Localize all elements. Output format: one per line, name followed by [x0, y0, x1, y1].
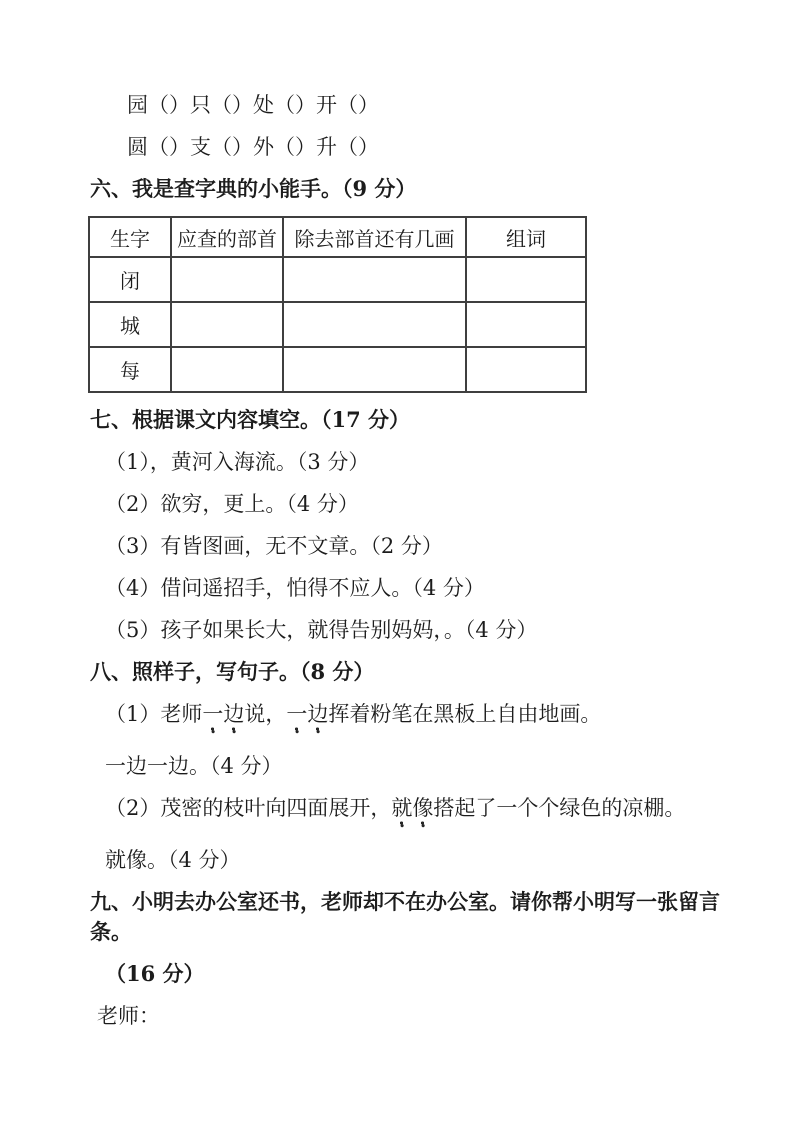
table-cell-blank: [466, 302, 586, 347]
text-segment: 搭起了一个个绿色的凉棚。: [433, 796, 686, 820]
table-cell-blank: [466, 347, 586, 392]
section8-heading: 八、照样子，写句子。（8 分）: [90, 659, 375, 684]
table-cell-blank: [171, 257, 283, 302]
section8-item-2: [105, 793, 740, 833]
table-header-char: 生字: [89, 217, 171, 257]
table-cell-blank: [283, 347, 466, 392]
section7-item-3: （3）有皆图画，无不文章。（2 分）: [105, 534, 443, 558]
table-cell-blank: [283, 302, 466, 347]
word-fill-line-2: 圆（）支（）外（）升（）: [127, 135, 379, 159]
table-header-strokes: 除去部首还有几画: [283, 217, 466, 257]
table-row: [89, 302, 586, 347]
text-segment: （2）茂密的枝叶向四面展开，: [105, 796, 392, 820]
table-cell-char: 闭: [89, 257, 171, 302]
section8-item-1: [105, 699, 740, 739]
emphasized-text: 一边: [202, 702, 244, 732]
word-fill-line-1: 园（）只（）处（）开（）: [127, 93, 379, 117]
section7-item-2: （2）欲穷，更上。（4 分）: [105, 492, 359, 516]
dictionary-lookup-table: [88, 216, 587, 393]
section8-item-1-answer: 一边一边。（4 分）: [105, 754, 283, 778]
section7-item-4: （4）借问遥招手，怕得不应人。（4 分）: [105, 576, 485, 600]
emphasized-text: 一边: [286, 702, 328, 732]
text-segment: （1）老师: [105, 702, 203, 726]
table-cell-char: 每: [89, 347, 171, 392]
section7-item-5: （5）孩子如果长大，就得告别妈妈，。（4 分）: [105, 618, 538, 642]
table-cell-blank: [171, 347, 283, 392]
section7-item-1: （1），黄河入海流。（3 分）: [105, 450, 370, 474]
section9-heading-line1: 九、小明去办公室还书，老师却不在办公室。请你帮小明写一张留言条。: [90, 889, 720, 944]
table-header-row: [89, 217, 586, 257]
table-cell-blank: [171, 302, 283, 347]
table-row: [89, 347, 586, 392]
text-segment: 说，: [244, 702, 287, 726]
table-cell-char: 城: [89, 302, 171, 347]
table-cell-blank: [283, 257, 466, 302]
table-header-radical: 应查的部首: [171, 217, 283, 257]
section6-heading: 六、我是查字典的小能手。（9 分）: [90, 176, 417, 201]
table-row: [89, 257, 586, 302]
note-salutation: 老师：: [97, 1004, 160, 1028]
table-cell-blank: [466, 257, 586, 302]
section9-heading-line2: （16 分）: [105, 961, 205, 986]
table-header-word: 组词: [466, 217, 586, 257]
section8-item-2-answer: 就像。（4 分）: [105, 848, 241, 872]
emphasized-text: 就像: [391, 796, 433, 826]
text-segment: 挥着粉笔在黑板上自由地画。: [328, 702, 602, 726]
section7-heading: 七、根据课文内容填空。（17 分）: [90, 407, 411, 432]
